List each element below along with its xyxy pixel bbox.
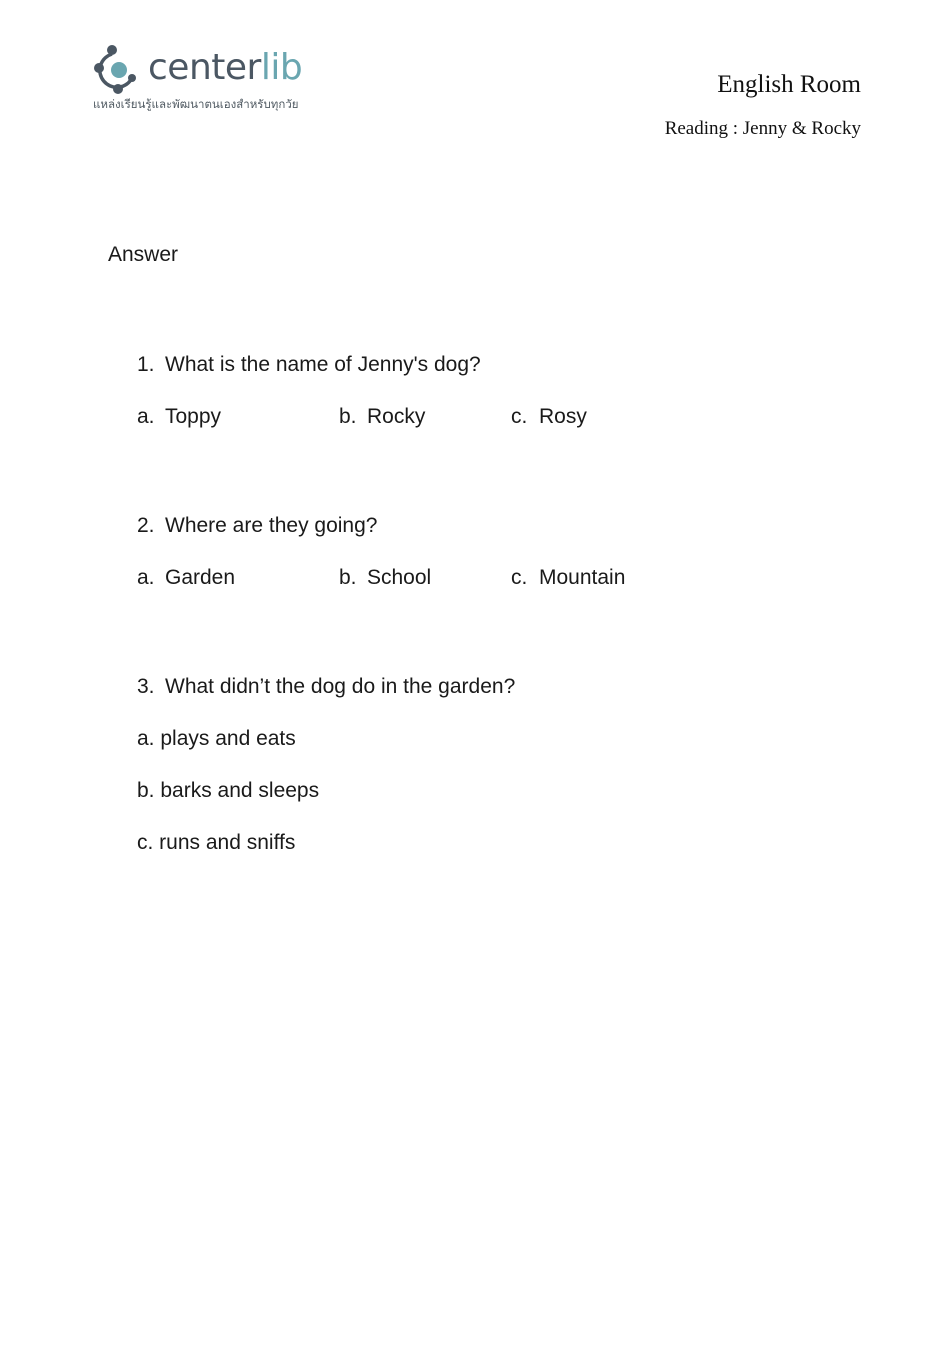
- question-1: [137, 351, 481, 379]
- question-3-option-b: b. barks and sleeps: [137, 779, 320, 802]
- logo-wordmark: centerlib: [148, 47, 303, 88]
- molecule-logo-icon: [92, 42, 146, 96]
- question-1-option-b: b. Rocky: [339, 405, 426, 428]
- question-number: 2.: [137, 514, 155, 537]
- logo-tagline: แหล่งเรียนรู้และพัฒนาตนเองสำหรับทุกวัย: [93, 97, 299, 111]
- question-1-option-a: a. Toppy: [137, 405, 222, 428]
- question-1-option-c: c. Rosy: [511, 405, 587, 428]
- question-number: 1.: [137, 353, 155, 376]
- question-number: 3.: [137, 675, 155, 698]
- question-3-option-a: a. plays and eats: [137, 727, 296, 750]
- question-3-option-c: c. runs and sniffs: [137, 831, 296, 854]
- document-header: [665, 70, 861, 140]
- question-2: [137, 512, 377, 540]
- room-title: English Room: [717, 71, 861, 98]
- centerlib-logo: [92, 42, 342, 122]
- question-2-option-c: c. Mountain: [511, 566, 626, 589]
- reading-title: Reading : Jenny & Rocky: [664, 118, 861, 139]
- answer-heading: Answer: [108, 243, 179, 266]
- question-text: What is the name of Jenny's dog?: [165, 353, 481, 376]
- question-3: [137, 673, 515, 701]
- question-text: What didn’t the dog do in the garden?: [165, 675, 516, 698]
- question-2-option-b: b. School: [339, 566, 432, 589]
- question-text: Where are they going?: [165, 514, 378, 537]
- question-2-option-a: a. Garden: [137, 566, 236, 589]
